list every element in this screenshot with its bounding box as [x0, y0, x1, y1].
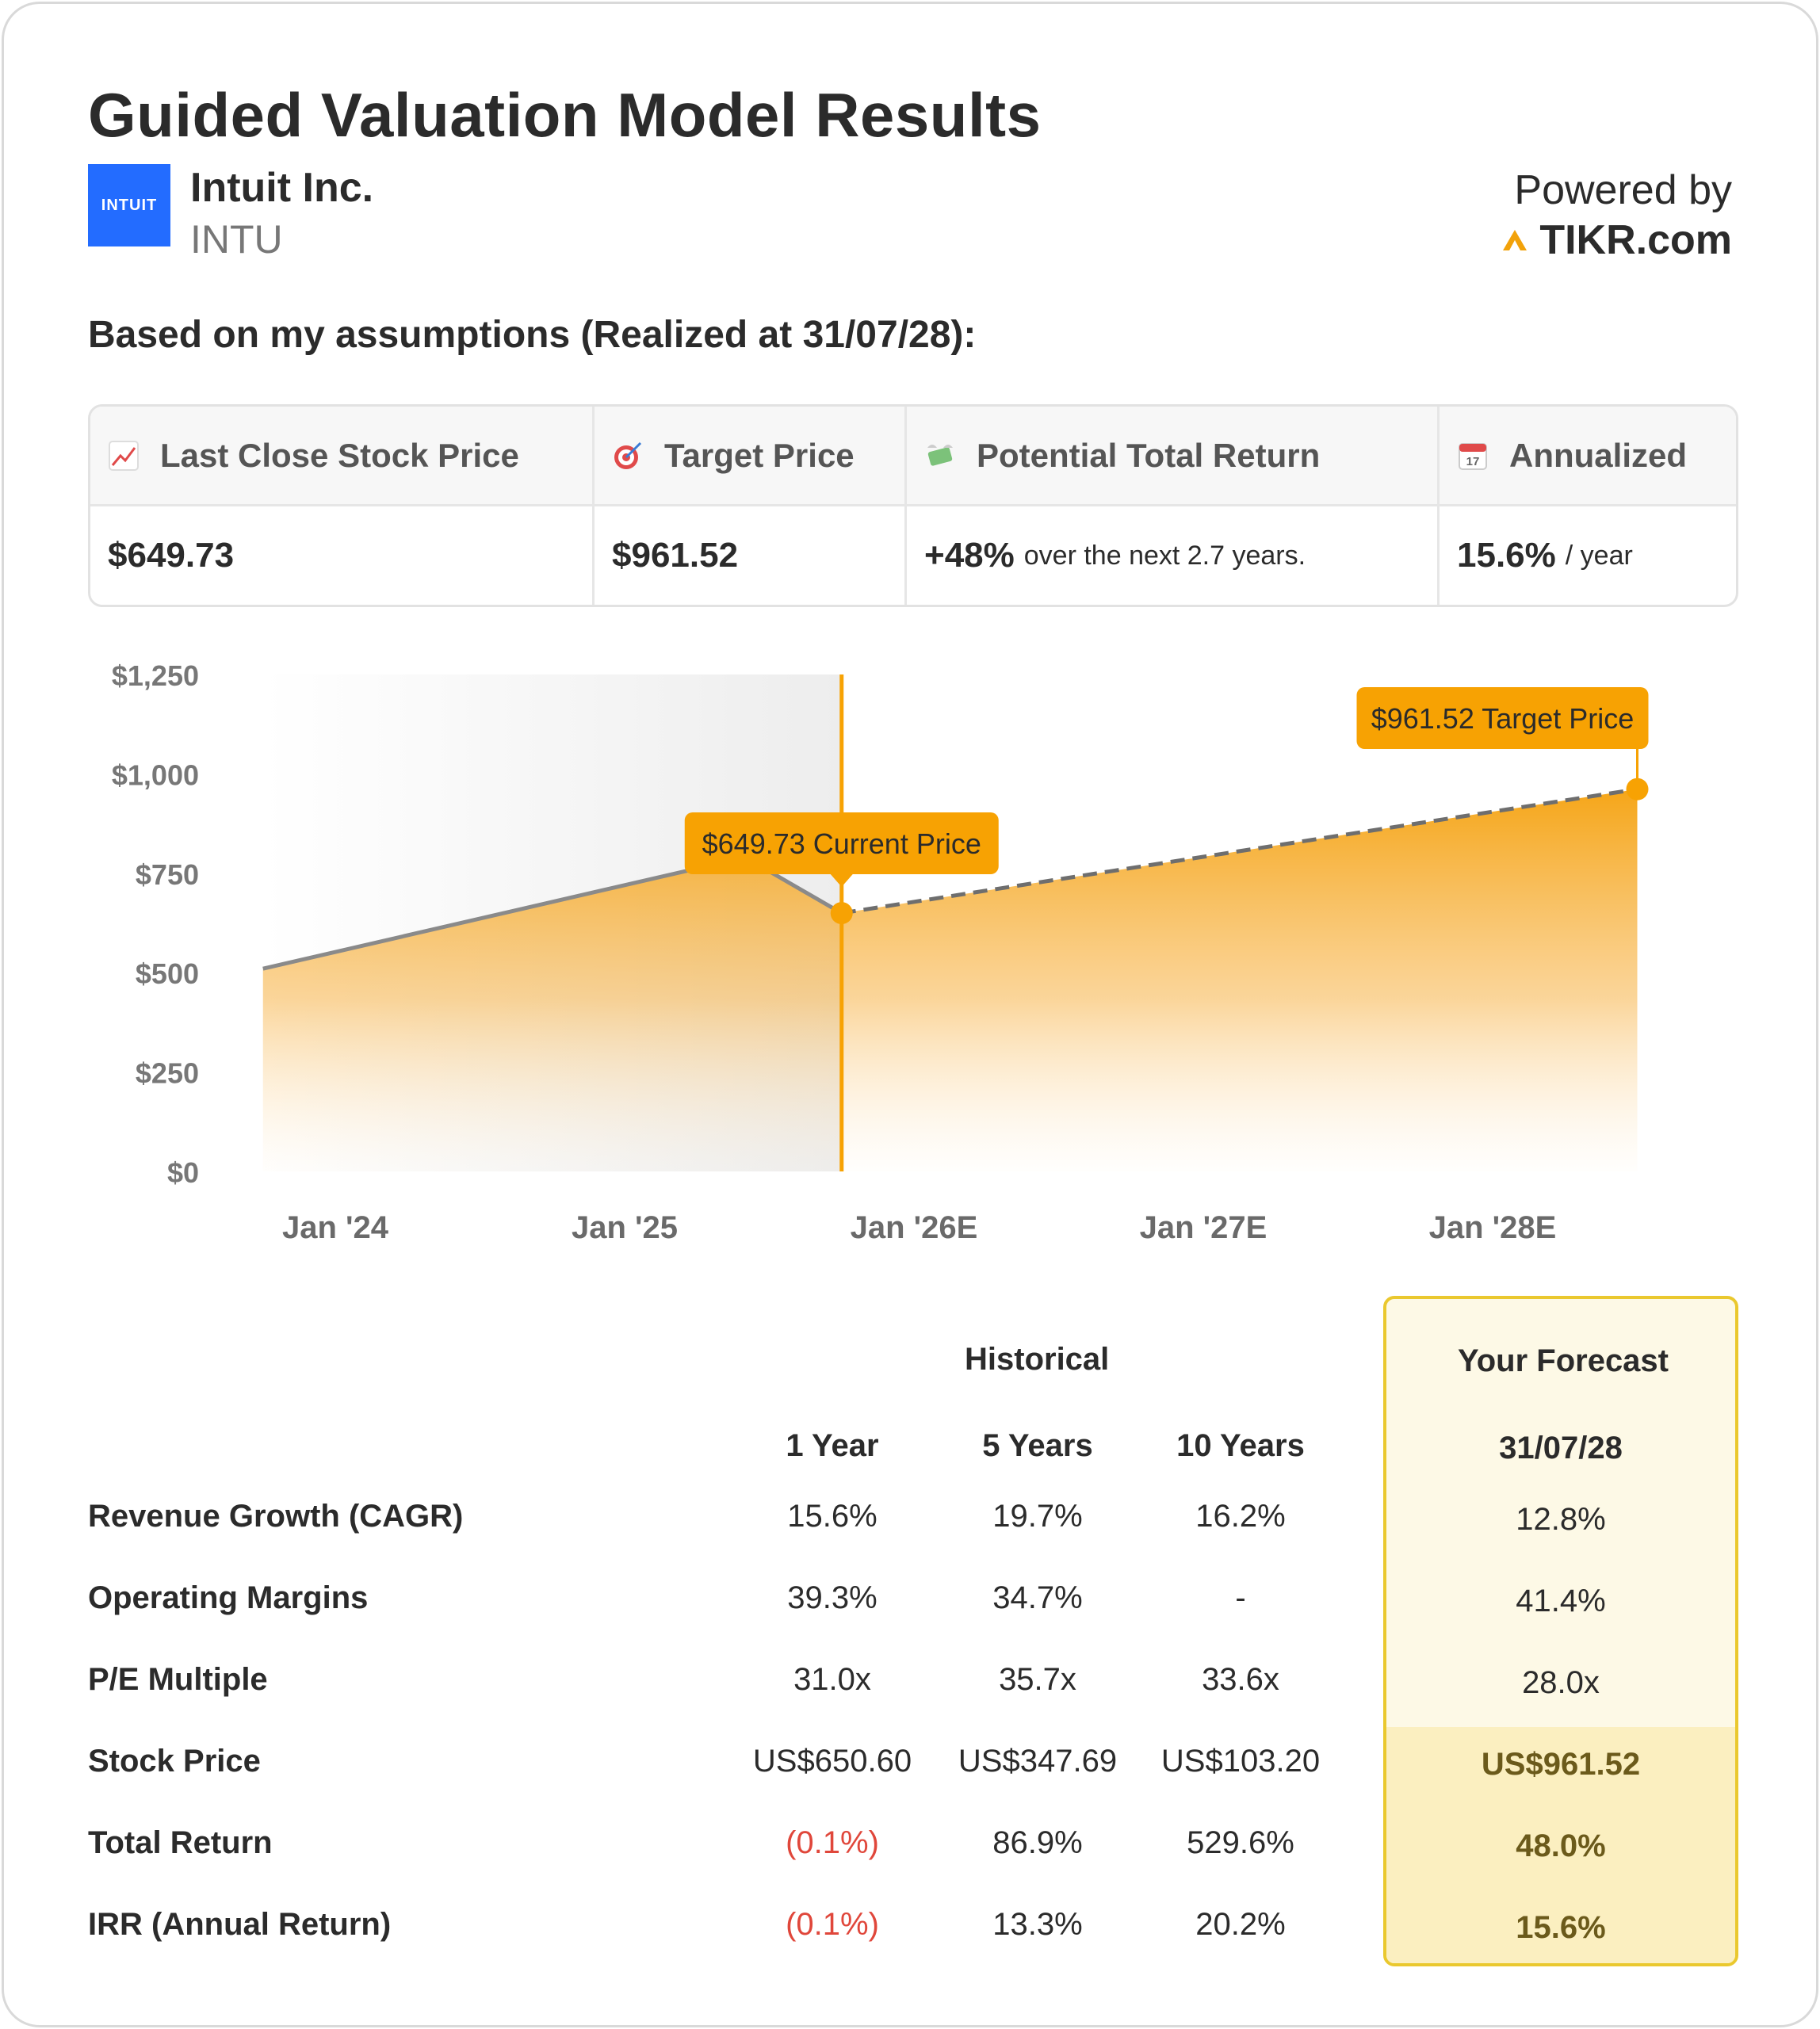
annualized-value: 15.6% / year	[1457, 536, 1633, 575]
company-name: Intuit Inc.	[190, 165, 374, 211]
y-tick-label: $0	[166, 1156, 199, 1189]
powered-by-label: Powered by	[1514, 167, 1732, 213]
col-header-forecast-date: 31/07/28	[1499, 1431, 1623, 1465]
total-return-value: +48% over the next 2.7 years.	[907, 506, 1440, 605]
target-price-label: $961.52 Target Price	[1371, 702, 1635, 735]
y-tick-label: $250	[135, 1057, 199, 1090]
col-header-10-years: 10 Years	[1176, 1428, 1305, 1463]
table-cell: 19.7%	[992, 1499, 1083, 1534]
summary-header-last-close: Last Close Stock Price	[90, 407, 595, 506]
target-icon	[612, 440, 644, 472]
table-cell: 39.3%	[787, 1580, 878, 1615]
x-tick-label: Jan '28E	[1428, 1210, 1557, 1245]
y-tick-label: $1,250	[111, 659, 199, 692]
chart-up-icon	[108, 440, 140, 472]
table-cell: 529.6%	[1187, 1825, 1294, 1860]
forecast-cell: 41.4%	[1516, 1584, 1606, 1618]
forecast-cell: 15.6%	[1516, 1910, 1606, 1945]
table-cell: -	[1235, 1580, 1246, 1615]
price-chart	[4, 638, 1820, 1272]
table-cell: 20.2%	[1195, 1907, 1286, 1942]
page-title: Guided Valuation Model Results	[88, 80, 1042, 150]
target-price-point	[1627, 778, 1649, 801]
table-cell: US$347.69	[958, 1744, 1118, 1779]
table-cell: 16.2%	[1195, 1499, 1286, 1534]
table-cell: US$650.60	[752, 1744, 912, 1779]
current-price-point	[831, 902, 853, 924]
assumptions-heading: Based on my assumptions (Realized at 31/07/28):	[88, 314, 977, 356]
table-cell: 15.6%	[787, 1499, 878, 1534]
table-cell: (0.1%)	[786, 1825, 879, 1860]
forecast-cell: 12.8%	[1516, 1502, 1606, 1537]
last-close-value: $649.73	[90, 506, 595, 605]
summary-header-total-return: Potential Total Return	[907, 407, 1440, 506]
row-label: Total Return	[88, 1825, 273, 1860]
row-label: IRR (Annual Return)	[88, 1907, 392, 1942]
col-header-5-years: 5 Years	[982, 1428, 1093, 1463]
forecast-cell: 48.0%	[1516, 1828, 1606, 1863]
summary-header-annualized: 17 Annualized	[1440, 407, 1736, 506]
tikr-brand: TIKR.com	[1539, 217, 1732, 263]
table-cell: (0.1%)	[786, 1907, 879, 1942]
forecast-column	[1383, 1296, 1738, 1966]
row-label: Operating Margins	[88, 1580, 369, 1615]
y-tick-label: $1,000	[111, 758, 199, 792]
tikr-logo-icon	[1501, 228, 1528, 252]
row-label: Stock Price	[88, 1744, 261, 1779]
row-label: Revenue Growth (CAGR)	[88, 1499, 464, 1534]
y-tick-label: $500	[135, 957, 199, 991]
table-cell: US$103.20	[1160, 1744, 1321, 1779]
table-cell: 34.7%	[992, 1580, 1083, 1615]
summary-header-target: Target Price	[595, 407, 907, 506]
current-price-label: $649.73 Current Price	[702, 827, 981, 860]
y-tick-label: $750	[135, 858, 199, 891]
target-price-value: $961.52	[595, 506, 907, 605]
tikr-brand-link[interactable]	[1501, 216, 1732, 264]
results-card	[2, 2, 1818, 2027]
summary-table	[88, 404, 1738, 607]
table-cell: 13.3%	[992, 1907, 1083, 1942]
x-tick-label: Jan '24	[281, 1210, 389, 1245]
x-tick-label: Jan '27E	[1139, 1210, 1268, 1245]
calendar-icon	[1457, 440, 1489, 472]
forecast-cell: US$961.52	[1481, 1747, 1641, 1782]
historical-group-header: Historical	[965, 1342, 1110, 1377]
svg-text:17: 17	[1466, 454, 1480, 468]
table-cell: 86.9%	[992, 1825, 1083, 1860]
comparison-table	[4, 1288, 1820, 1985]
money-wings-icon	[924, 440, 956, 472]
x-tick-label: Jan '25	[571, 1210, 679, 1245]
company-logo: INTUIT	[88, 164, 170, 246]
table-cell: 33.6x	[1202, 1662, 1279, 1697]
company-ticker: INTU	[190, 217, 283, 262]
row-label: P/E Multiple	[88, 1662, 268, 1697]
forecast-cell: 28.0x	[1522, 1665, 1600, 1700]
table-cell: 31.0x	[793, 1662, 871, 1697]
forecast-group-header: Your Forecast	[1458, 1343, 1669, 1378]
col-header-1-year: 1 Year	[786, 1428, 879, 1463]
table-cell: 35.7x	[999, 1662, 1076, 1697]
x-tick-label: Jan '26E	[850, 1210, 978, 1245]
